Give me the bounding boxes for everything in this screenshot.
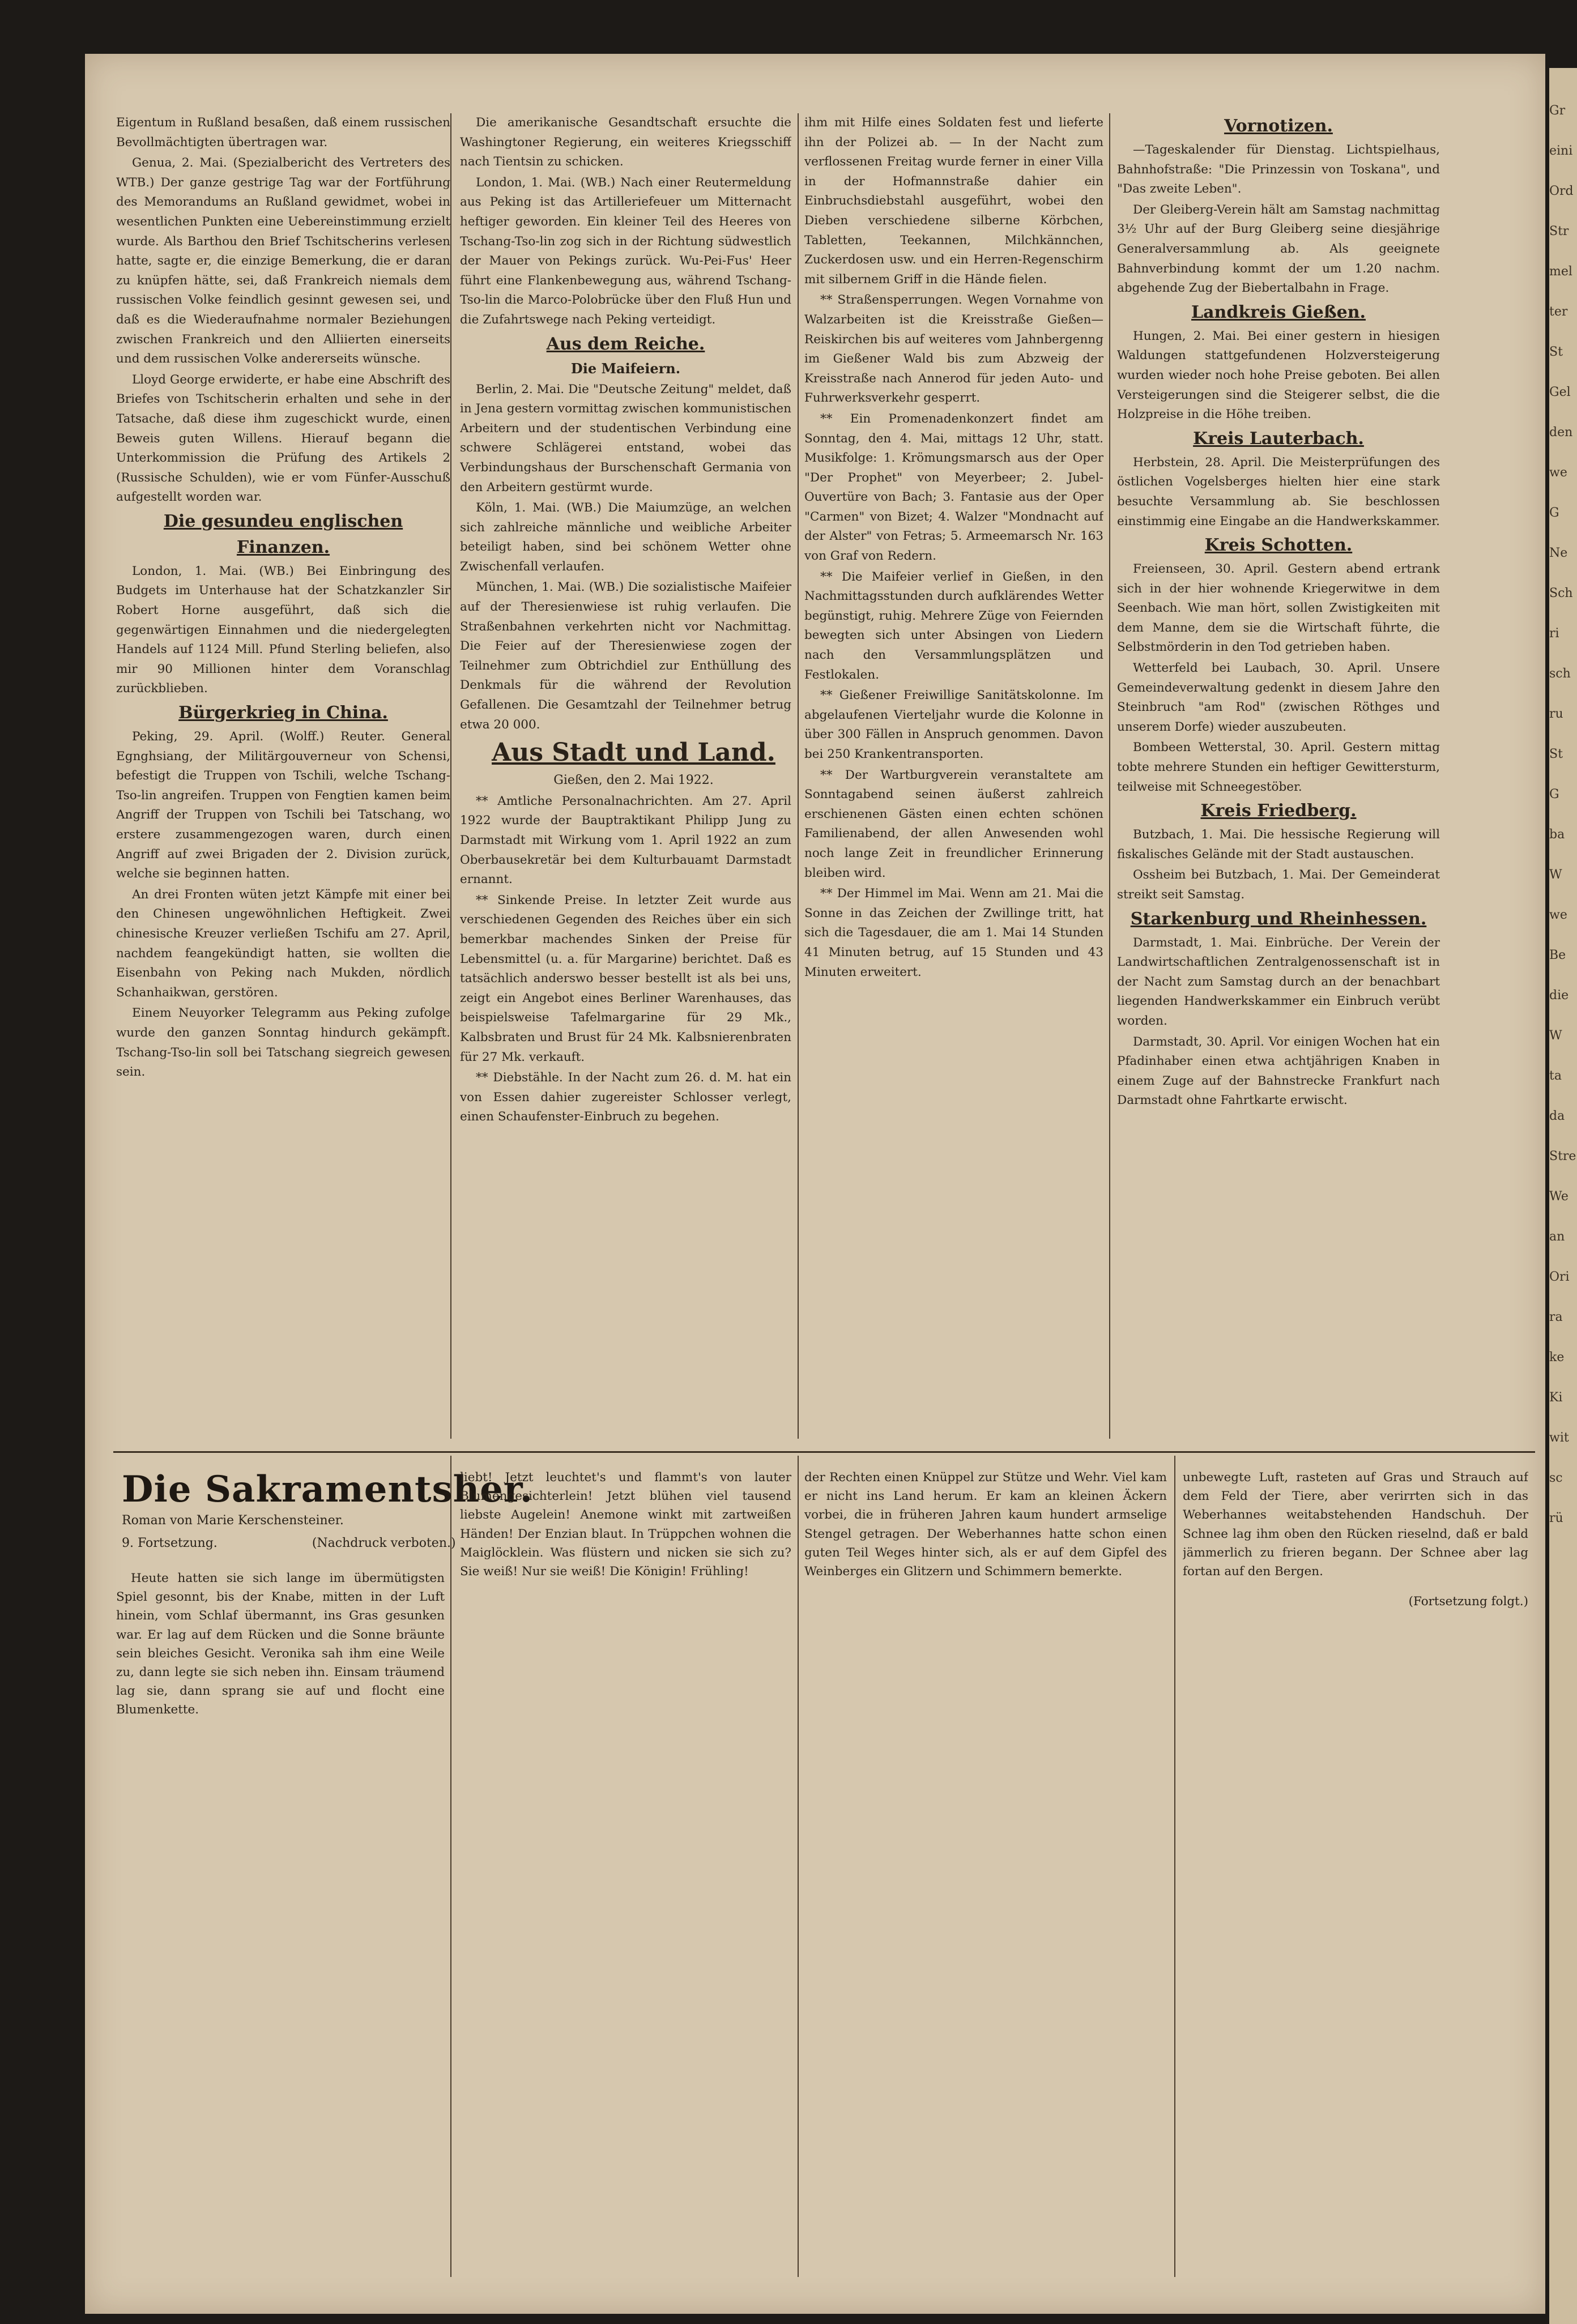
- edge-fragment: St: [1549, 345, 1563, 359]
- section-headline: Kreis Friedberg.: [1200, 801, 1357, 821]
- edge-fragment: eini: [1549, 144, 1573, 158]
- serial-text: liebt! Jetzt leuchtet's und flammt's von lauter Blumengesichterlein! Jetzt blühen viel tausend liebste Augelein! Anemone winkt mit zartweißen Händen! Der Enzian blaut. In Trüppchen wohnen die Maiglöcklein. Was flüstern und nicken sie sich zu? Sie weiß! Nur sie weiß! Die Königin! Frühling!: [460, 1470, 791, 1579]
- edge-fragment: W: [1549, 868, 1562, 882]
- article-text: ** Gießener Freiwillige Sanitätskolonne. Im abgelaufenen Vierteljahr wurde die Kolonne in über 300 Fällen in Anspruch genommen. Davon bei 250 Krankentransporten.: [804, 688, 1103, 761]
- edge-fragment: mel: [1549, 265, 1572, 279]
- serial-text: der Rechten einen Knüppel zur Stütze und Wehr. Viel kam er nicht ins Land herum. Er kam an kleinen Äckern vorbei, die in früheren Jahren kaum hundert armselige Stengel getragen. Der Weberhannes hatte schon einen guten Teil Weges hinter sich, als er auf dem Gipfel des Weinberges ein Glitzern und Schimmern bemerkte.: [804, 1470, 1167, 1579]
- article-text: ** Straßensperrungen. Wegen Vornahme von Walzarbeiten ist die Kreisstraße Gießen—Reiskirchen bis auf weiteres vom Jahnbergenng im Gießener Wald bis zum Abzweig der Kreisstraße nach Annerod für jeden Auto- und Fuhrwerksverkehr gesperrt.: [804, 293, 1103, 406]
- edge-fragment: We: [1549, 1189, 1569, 1204]
- edge-fragment: St: [1549, 747, 1563, 761]
- article-text: Eigentum in Rußland besaßen, daß einem russischen Bevollmächtigten übertragen war.: [116, 116, 450, 150]
- column-rule: [1109, 113, 1110, 1439]
- serial-text: Heute hatten sie sich lange im übermütigsten Spiel gesonnt, bis der Knabe, mitten in der Luft hinein, vom Schlaf übermannt, ins Gras gesunken war. Er lag auf dem Rücken und die Sonne bräunte sein bleiches Gesicht. Veronika sah ihm eine Weile zu, dann legte sie sich neben ihn. Einsam träumend lag sie, dann sprang sie auf und flocht eine Blumenkette.: [116, 1571, 445, 1717]
- article-text: Herbstein, 28. April. Die Meisterprüfungen des östlichen Vogelsberges hielten hier eine stark besuchte Versammlung ab. Sie beschlossen einstimmig eine Eingabe an die Handwerkskammer.: [1117, 455, 1440, 528]
- edge-fragment: ru: [1549, 707, 1563, 721]
- edge-fragment: sc: [1549, 1471, 1563, 1485]
- article-text: ihm mit Hilfe eines Soldaten fest und lieferte ihn der Polizei ab. — In der Nacht zum verflossenen Freitag wurde ferner in einer Villa in der Hofmannstraße dahier ein Einbruchsdiebstahl ausgeführt, wobei den Dieben verschiedene silberne Körbchen, Tabletten, Teekannen, Milchkännchen, Zuckerdosen usw. und ein Herren-Regenschirm mit silbernem Griff in die Hände fielen.: [804, 116, 1103, 287]
- article-text: London, 1. Mai. (WB.) Bei Einbringung des Budgets im Unterhause hat der Schatzkanzler Sir Robert Horne ausgeführt, daß sich die gegenwärtigen Einnahmen und die niedergelegten Handels auf 1124 Mill. Pfund Sterling beliefen, also mir 90 Millionen hinter dem Voranschlag zurückblieben.: [116, 564, 450, 696]
- column-rule: [798, 113, 799, 1439]
- article-text: ** Der Himmel im Mai. Wenn am 21. Mai die Sonne in das Zeichen der Zwillinge tritt, hat sich die Tagesdauer, die am 1. Mai 14 Stunden 41 Minuten betrug, auf 15 Stunden und 43 Minuten erweitert.: [804, 886, 1103, 979]
- article-text: ** Diebstähle. In der Nacht zum 26. d. M. hat ein von Essen dahier zugereister Schlosser verlegt, einen Schaufenster-Einbruch zu begehen.: [460, 1071, 791, 1124]
- article-text: Darmstadt, 30. April. Vor einigen Wochen hat ein Pfadinhaber einen etwa achtjährigen Knaben in einem Zuge auf der Bahnstrecke Frankfurt nach Darmstadt ohne Fahrtkarte erwischt.: [1117, 1034, 1440, 1108]
- edge-fragment: ra: [1549, 1310, 1563, 1324]
- serial-byline: Roman von Marie Kerschensteiner.: [122, 1513, 344, 1528]
- column-rule: [798, 1456, 799, 2277]
- article-text: ** Ein Promenadenkonzert findet am Sonntag, den 4. Mai, mittags 12 Uhr, statt. Musikfolge: 1. Krömungsmarsch aus der Oper "Der Prophet" von Meyerbeer; 2. Jubel-Ouvertüre von Bach; 3. Fantasie aus der Oper "Carmen" von Bizet; 4. Walzer "Mondnacht auf der Alster" von Fetras; 5. Armeemarsch Nr. 163 von Graf von Redern.: [804, 411, 1103, 564]
- serial-column-4: [1183, 1468, 1528, 2284]
- article-text: Köln, 1. Mai. (WB.) Die Maiumzüge, an welchen sich zahlreiche männliche und weibliche Arbeiter beteiligt haben, sind bei schönem Wetter ohne Zwischenfall verlaufen.: [460, 501, 791, 574]
- edge-fragment: Ki: [1549, 1391, 1563, 1405]
- edge-fragment: ba: [1549, 828, 1565, 842]
- article-text: Butzbach, 1. Mai. Die hessische Regierung will fiskalisches Gelände mit der Stadt austauschen.: [1117, 828, 1440, 862]
- article-text: Die amerikanische Gesandtschaft ersuchte die Washingtoner Regierung, ein weiteres Kriegsschiff nach Tientsin zu schicken.: [460, 116, 791, 169]
- edge-fragment: we: [1549, 466, 1567, 480]
- column-1: [116, 113, 450, 1444]
- column-4: [1117, 113, 1440, 1444]
- edge-fragment: an: [1549, 1230, 1565, 1244]
- dateline: Gießen, den 2. Mai 1922.: [553, 773, 714, 788]
- article-subheadline: Die Maifeiern.: [570, 360, 681, 377]
- article-text: Freienseen, 30. April. Gestern abend ertrank sich in der hier wohnende Kriegerwitwe in dem Seenbach. Wie man hört, sollen Zwistigkeiten mit dem Manne, dem sie die Wirtschaft führte, die Selbstmörderin in den Tod getrieben haben.: [1117, 562, 1440, 655]
- serial-column-2: [460, 1468, 791, 2284]
- article-text: ** Amtliche Personalnachrichten. Am 27. April 1922 wurde der Bauptraktikant Philipp Jung zu Darmstadt mit Wirkung vom 1. April 1922 an zum Oberbausekretär bei dem Kulturbauamt Darmstadt ernannt.: [460, 794, 791, 887]
- serial-column-3: [804, 1468, 1167, 2284]
- article-headline: Die gesundeu englischen Finanzen.: [163, 511, 403, 557]
- section-headline: Vornotizen.: [1224, 116, 1333, 136]
- edge-fragment: wit: [1549, 1431, 1569, 1445]
- edge-fragment: ter: [1549, 305, 1568, 319]
- article-text: An drei Fronten wüten jetzt Kämpfe mit einer bei den Chinesen ungewöhnlichen Heftigkeit. Zwei chinesische Kreuzer verließen Tschifu am 27. April, nachdem feangekündigt hatten, sie wollten die Eisenbahn von Peking nach Mukden, nördlich Schanhaikwan, gerstören.: [116, 887, 450, 1000]
- article-text: ** Die Maifeier verlief in Gießen, in den Nachmittagsstunden durch aufklärendes Wetter begünstigt, ruhig. Mehrere Züge von Feiernden bewegten sich unter Absingen von Liedern nach den Versammlungsplätzen und Festlokalen.: [804, 569, 1103, 682]
- section-headline: Aus Stadt und Land.: [492, 738, 775, 767]
- article-text: Wetterfeld bei Laubach, 30. April. Unsere Gemeindeverwaltung gedenkt in diesem Jahre den Steinbruch "am Rod" (zwischen Röthges und unserem Dorfe) wieder auszubeuten.: [1117, 661, 1440, 734]
- edge-fragment: Ord: [1549, 184, 1574, 198]
- edge-fragment: Gr: [1549, 104, 1566, 118]
- article-text: Ossheim bei Butzbach, 1. Mai. Der Gemeinderat streikt seit Samstag.: [1117, 868, 1440, 902]
- article-text: Darmstadt, 1. Mai. Einbrüche. Der Verein der Landwirtschaftlichen Zentralgenossenschaft ist in der Nacht zum Samstag durch an der benachbart liegenden Handwerkskammer ein Einbruch verübt worden.: [1117, 935, 1440, 1028]
- column-2: [460, 113, 791, 1444]
- edge-fragment: G: [1549, 506, 1559, 520]
- article-text: Lloyd George erwiderte, er habe eine Abschrift des Briefes von Tschitscherin erhalten und sehe in der Tatsache, daß diese ihm zugeschickt wurde, einen Beweis guten Willens. Hierauf begann die Unterkommission die Prüfung des Artikels 2 (Russische Schulden), wie er vom Fünfer-Ausschuß aufgestellt worden war.: [116, 372, 450, 505]
- article-text: Genua, 2. Mai. (Spezialbericht des Vertreters des WTB.) Der ganze gestrige Tag war der Fortführung des Memorandums an Rußland gewidmet, wobei in wesentlichen Punkten eine Uebereinstimmung erzielt wurde. Als Barthou den Brief Tschitscherins verlesen hatte, sagte er, die einzige Bemerkung, die er daran zu knüpfen hätte, sei, daß Frankreich niemals dem russischen Volke feindlich gesinnt gewesen sei, und daß es die Wiederaufnahme normaler Beziehungen zwischen Frankreich und den Alliierten einerseits und dem russischen Volke andererseits wünsche.: [116, 156, 450, 366]
- edge-fragment: W: [1549, 1029, 1562, 1043]
- serial-text: unbewegte Luft, rasteten auf Gras und Strauch auf dem Feld der Tiere, aber verirrten sich in das Weberhannes weitabstehenden Handschuh. Der Schnee lag ihm oben den Rücken rieselnd, daß er bald jämmerlich zu frieren begann. Der Schnee aber lag fortan auf den Bergen.: [1183, 1470, 1528, 1579]
- article-text: München, 1. Mai. (WB.) Die sozialistische Maifeier auf der Theresienwiese ist ruhig verlaufen. Die Straßenbahnen verkehrten nicht vor Nachmittag. Die Feier auf der Theresienwiese zogen der Teilnehmer zum Obtrichdiel zur Enthüllung des Denkmals für die während der Revolution Gefallenen. Die Gesamtzahl der Teilnehmer betrug etwa 20 000.: [460, 580, 791, 732]
- column-rule: [450, 113, 451, 1439]
- section-headline: Landkreis Gießen.: [1191, 302, 1366, 322]
- section-headline: Aus dem Reiche.: [546, 334, 705, 354]
- article-text: Bombeen Wetterstal, 30. April. Gestern mittag tobte mehrere Stunden ein heftiger Gewittersturm, teilweise mit Schneegestöber.: [1117, 740, 1440, 794]
- edge-fragment: ri: [1549, 626, 1559, 641]
- edge-fragment: Gel: [1549, 385, 1571, 399]
- article-text: Hungen, 2. Mai. Bei einer gestern in hiesigen Waldungen stattgefundenen Holzversteigerung wurden wieder noch hohe Preise geboten. Bei allen Versteigerungen sind die Steigerer selbst, die die Holzpreise in die Höhe treiben.: [1117, 329, 1440, 422]
- article-text: Der Gleiberg-Verein hält am Samstag nachmittag 3½ Uhr auf der Burg Gleiberg seine diesjährige Generalversammlung ab. Als geeignete Bahnverbindung kommt der um 1.20 nachm. abgehende Zug der Biebertalbahn in Frage.: [1117, 202, 1440, 296]
- edge-fragment: ke: [1549, 1350, 1565, 1364]
- article-text: ** Der Wartburgverein veranstaltete am Sonntagabend seinen äußerst zahlreich erschienenen Gästen einen echten schönen Familienabend, der allen Anwesenden wohl noch lange Zeit in freundlicher Erinnerung bleiben wird.: [804, 767, 1103, 880]
- edge-fragment: die: [1549, 988, 1569, 1003]
- article-text: Peking, 29. April. (Wolff.) Reuter. General Egnghsiang, der Militärgouverneur von Schensi, befestigt die Truppen von Tschili, welche Tschang-Tso-lin angreifen. Truppen von Fengtien kamen beim Angriff der Truppen von Tschili bei Tatschang, wo erstere zusammengezogen waren, durch einen Angriff auf zwei Brigaden der 2. Division zurück, welche sie beginnen hatten.: [116, 730, 450, 881]
- edge-fragment: Sch: [1549, 586, 1573, 600]
- serial-column-1: [116, 1569, 445, 2283]
- section-headline: Kreis Schotten.: [1204, 535, 1353, 556]
- rights-note: (Nachdruck verboten.): [312, 1536, 456, 1550]
- continuation-note: (Fortsetzung folgt.): [1408, 1594, 1528, 1609]
- column-rule: [1174, 1456, 1175, 2277]
- installment-number: 9. Fortsetzung.: [122, 1536, 218, 1550]
- section-headline: Starkenburg und Rheinhessen.: [1130, 909, 1427, 929]
- edge-fragment: da: [1549, 1109, 1565, 1123]
- article-text: London, 1. Mai. (WB.) Nach einer Reutermeldung aus Peking ist das Artilleriefeuer um Mitternacht heftiger geworden. Ein kleiner Teil des Heeres von Tschang-Tso-lin zog sich in der Richtung südwestlich der Mauer von Pekings zurück. Wu-Pei-Fus' Heer führt eine Flankenbewegung aus, während Tschang-Tso-lin die Marco-Polobrücke über den Fluß Hun und die Zufahrtswege nach Peking verteidigt.: [460, 175, 791, 327]
- edge-fragment: Str: [1549, 224, 1569, 238]
- edge-fragment: sch: [1549, 667, 1571, 681]
- column-3: [804, 113, 1103, 1444]
- serial-title: Die Sakramentsher.: [122, 1468, 533, 1511]
- edge-fragment: we: [1549, 908, 1567, 922]
- edge-fragment: Be: [1549, 948, 1566, 962]
- serial-separator-rule: [113, 1451, 1535, 1453]
- edge-fragment: Ori: [1549, 1270, 1570, 1284]
- edge-fragment: G: [1549, 787, 1559, 801]
- article-text: Einem Neuyorker Telegramm aus Peking zufolge wurde den ganzen Sonntag hindurch gekämpft. Tschang-Tso-lin soll bei Tatschang siegreich gewesen sein.: [116, 1006, 450, 1080]
- section-headline: Kreis Lauterbach.: [1193, 428, 1364, 449]
- edge-fragment: Ne: [1549, 546, 1568, 560]
- edge-fragment: ta: [1549, 1069, 1562, 1083]
- column-rule: [450, 1456, 451, 2277]
- article-text: —Tageskalender für Dienstag. Lichtspielhaus, Bahnhofstraße: "Die Prinzessin von Toskana", und "Das zweite Leben".: [1117, 143, 1440, 197]
- edge-fragment: den: [1549, 425, 1573, 440]
- serial-installment: [122, 1536, 456, 1550]
- article-text: ** Sinkende Preise. In letzter Zeit wurde aus verschiedenen Gegenden des Reiches über ein sich bemerkbar machendes Sinken der Preise für Lebensmittel (u. a. für Margarine) berichtet. Daß es tatsächlich anderswo besser bestellt ist als bei uns, zeigt ein Angebot eines Berliner Warenhauses, das beispielsweise Tafelmargarine für 29 Mk., Kalbsbraten und Brust für 24 Mk. Kalbsnierenbraten für 27 Mk. verkauft.: [460, 893, 791, 1064]
- edge-fragment: Stre: [1549, 1149, 1576, 1163]
- article-text: Berlin, 2. Mai. Die "Deutsche Zeitung" meldet, daß in Jena gestern vormittag zwischen kommunistischen Arbeitern und der studentischen Verbindung eine schwere Schlägerei entstand, wobei das Verbindungshaus der Burschenschaft Germania von den Arbeitern gestürmt wurde.: [460, 382, 791, 494]
- edge-fragment: rü: [1549, 1511, 1563, 1525]
- adjacent-page-edge: [1549, 68, 1577, 2324]
- article-headline: Bürgerkrieg in China.: [178, 703, 388, 723]
